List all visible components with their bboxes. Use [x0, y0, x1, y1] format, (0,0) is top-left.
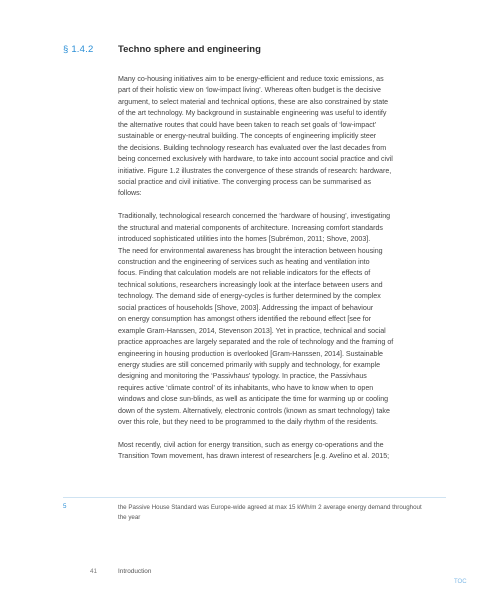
text-line: the decisions. Building technology research has evaluated over the last decades from [118, 143, 387, 152]
text-line: technology. The demand side of energy-cycles is further determined by the complex [118, 292, 381, 301]
text-line: the alternative routes that could have been taken to reach set goals of ‘low-impact’ [118, 120, 377, 129]
text-line: Most recently, civil action for energy transition, such as energy co-operations and the [118, 441, 384, 449]
text-line: construction and the engineering of services such as heating and ventilation into [118, 258, 370, 266]
footnote-rule [63, 497, 446, 498]
text-line: social practices of households [Shove, 2003]. Addressing the impact of behaviour [118, 303, 374, 312]
section-number: § 1.4.2 [63, 44, 94, 55]
text-line: of the art technology. My background in sustainable engineering was useful to identify [118, 109, 387, 118]
text-line: example Gram-Hanssen, 2014, Stevenson 2013]. Yet in practice, technical and social [118, 326, 386, 335]
paragraph [118, 440, 442, 463]
running-footer-label: Introduction [118, 568, 152, 575]
text-line: focus. Finding that calculation models are not reliable indicators for the effects of [118, 269, 371, 278]
text-line: Transition Town movement, has drawn interest of researchers [e.g. Avelino et al. 2015; [118, 452, 390, 461]
text-line: follows: [118, 189, 142, 198]
text-line: introduced sophisticated utilities into the homes [Subrémon, 2011; Shove, 2003]. [118, 235, 371, 244]
text-line: designing and monitoring the ‘Passivhaus’ typology. In practice, the Passivhaus [118, 372, 367, 381]
footnote-line: the Passive House Standard was Europe-wide agreed at max 15 kWh/m 2 average energy demand throughout [118, 504, 422, 511]
paragraph [118, 211, 442, 428]
text-line: part of their holistic view on ‘low-impact living’. Whereas often budget is the decisive [118, 86, 381, 95]
text-line: being concerned exclusively with hardware, to take into account social practice and civil [118, 155, 393, 164]
text-line: The need for environmental awareness has brought the interaction between housing [118, 246, 383, 255]
text-line: Traditionally, technological research concerned the ‘hardware of housing’, investigating [118, 212, 391, 221]
footnote-line: the year [118, 513, 141, 521]
text-line: the structural and material components of architecture. Increasing comfort standards [118, 223, 383, 232]
paragraph-gap [118, 200, 442, 211]
section-title: Techno sphere and engineering [118, 44, 261, 55]
text-line: technical solutions, researchers increasingly look at the interface between users and [118, 280, 383, 289]
toc-link[interactable]: TOC [454, 579, 467, 585]
text-line: initiative. Figure 1.2 illustrates the convergence of these strands of research: hardware, [118, 166, 392, 175]
text-line: requires active ‘climate control’ of its inhabitants, who have to know when to open [118, 383, 374, 392]
text-line: sustainable or energy-neutral building. The concepts of engineering implicitly steer [118, 132, 377, 141]
body-text [118, 74, 442, 463]
paragraph-gap [118, 429, 442, 440]
text-line: over this role, but they need to be programmed to the daily rhythm of the residents. [118, 418, 378, 427]
text-line: practice approaches are largely separated and the role of technology and the framing of [118, 338, 394, 347]
text-line: on energy consumption has amongst others identified the rebound effect [see for [118, 315, 372, 324]
text-line: Many co-housing initiatives aim to be energy-efficient and reduce toxic emissions, as [118, 75, 384, 83]
page-number: 41 [90, 568, 98, 575]
section-heading [63, 44, 446, 60]
text-line: windows and close sun-blinds, as well as anticipate the time for warming up or cooling [118, 395, 389, 404]
text-line: down of the system. Alternatively, electronic controls (known as smart technology) take [118, 406, 390, 415]
text-line: engineering in housing production is overlooked [Gram-Hanssen, 2014]. Sustainable [118, 349, 383, 358]
text-line: argument, to select material and technical options, these are also constrained by state [118, 97, 389, 106]
footnote-number: 5 [63, 503, 67, 510]
text-line: energy studies are still concerned primarily with supply and technology, for example [118, 360, 381, 369]
text-line: social practice and civil initiative. The converging process can be summarised as [118, 177, 371, 186]
footnote-text [118, 503, 442, 522]
paragraph [118, 74, 442, 200]
